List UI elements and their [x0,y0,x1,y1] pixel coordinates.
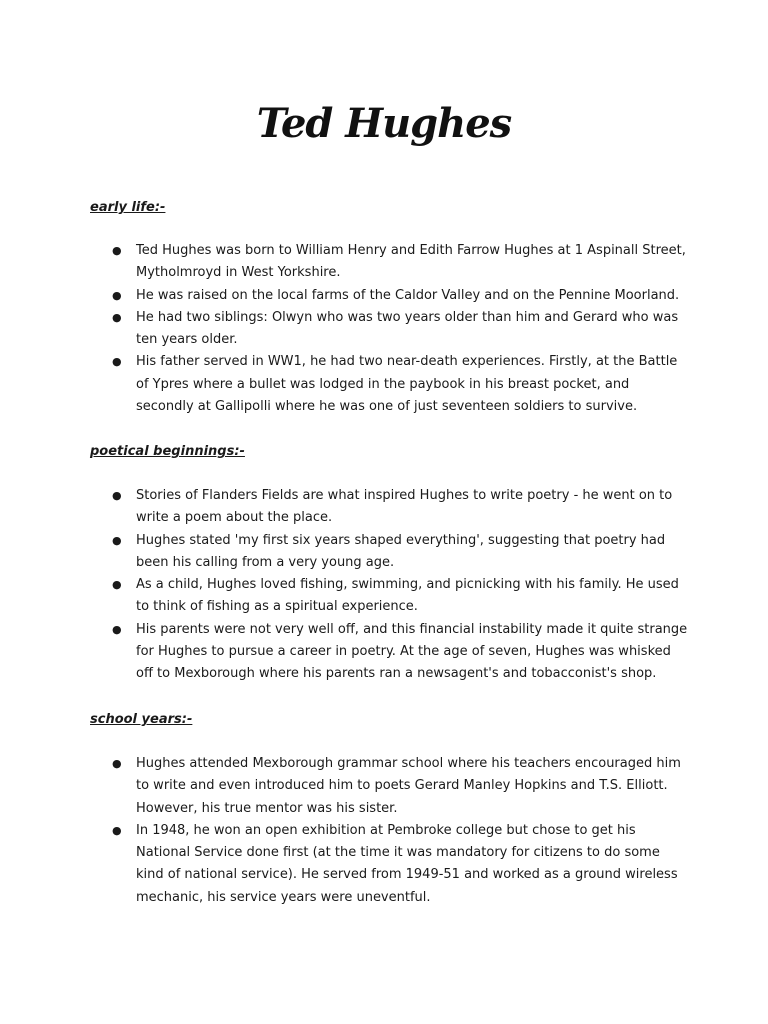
list-item [90,351,690,418]
list-item-text: As a child, Hughes loved fishing, swimming, and picnicking with his family. He used to think of fishing as a spiritual experience. [136,577,679,615]
list-item [90,530,690,575]
bullet-icon: ● [112,489,122,502]
section-heading: early life:- [90,200,166,215]
bullet-icon: ● [112,757,122,770]
bullet-list-school-years [90,753,690,909]
list-item-text: Hughes attended Mexborough grammar school where his teachers encouraged him to write and even introduced him to poets Gerard Manley Hopkins and T.S. Elliott. However, his true mentor was his sister. [136,756,681,816]
bullet-icon: ● [112,310,122,324]
list-item-text: His parents were not very well off, and this financial instability made it quite strange for Hughes to pursue a career in poetry. At the age of seven, Hughes was whisked off to Mexborough where his parents ran a newsagent's and tobacconist's shop. [136,621,688,682]
list-item-text: In 1948, he won an open exhibition at Pembroke college but chose to get his National Service done first (at the time it was mandatory for citizens to do some kind of national service). He served from 1949-51 and worked as a ground wireless mechanic, his service years were uneventful. [136,822,678,905]
bullet-icon: ● [112,578,122,592]
bullet-icon: ● [112,533,122,547]
list-item [90,485,690,530]
list-item [90,240,690,285]
bullet-icon: ● [112,244,122,257]
list-item [90,820,690,909]
list-item-text: Ted Hughes was born to William Henry and Edith Farrow Hughes at 1 Aspinall Street, Mytholmroyd in West Yorkshire. [136,243,686,281]
bullet-icon: ● [112,355,122,369]
bullet-list-early-life [90,240,690,418]
list-item [90,574,690,619]
list-item-text: Hughes stated 'my first six years shaped everything', suggesting that poetry had been his calling from a very young age. [136,532,666,570]
list-item-text: His father served in WW1, he had two near-death experiences. Firstly, at the Battle of Ypres where a bullet was lodged in the paybook in his breast pocket, and secondly at Gallipolli where he was one of just seventeen soldiers to survive. [136,354,678,415]
bullet-icon: ● [112,288,122,302]
list-item-text: He had two siblings: Olwyn who was two years older than him and Gerard who was ten years older. [136,309,679,348]
list-item [90,307,690,352]
list-item [90,619,690,686]
list-item-text: Stories of Flanders Fields are what inspired Hughes to write poetry - he went on to write a poem about the place. [136,488,673,526]
list-item [90,285,690,307]
list-item [90,753,690,820]
bullet-icon: ● [112,622,122,636]
section-heading-poetical-beginnings [90,443,690,461]
section-heading-early-life [90,199,690,217]
section-heading: poetical beginnings:- [90,444,245,459]
bullet-list-poetical-beginnings [90,485,690,686]
list-item-text: He was raised on the local farms of the Caldor Valley and on the Pennine Moorland. [136,287,680,303]
page-title: Ted Hughes [256,100,512,147]
section-heading: school years:- [90,712,193,727]
section-heading-school-years [90,711,690,729]
bullet-icon: ● [112,823,122,837]
